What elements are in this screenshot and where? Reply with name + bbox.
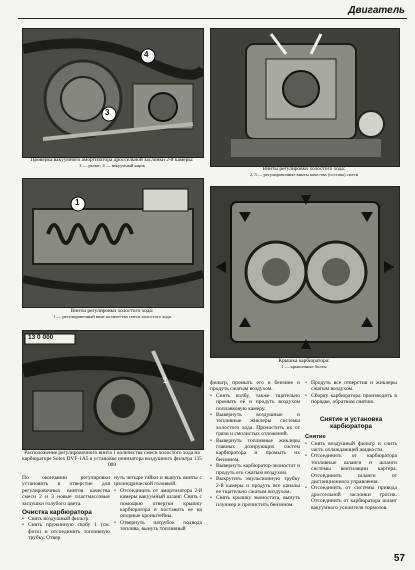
figure-photo-mixture-screw	[22, 178, 204, 308]
text-column-4	[305, 380, 397, 511]
caption-title: Винты регулировки холостого хода:	[262, 166, 346, 172]
running-header	[0, 0, 415, 22]
photo-label: 4	[144, 50, 149, 59]
caption-sub: 1 — регулировочный винт количества смеси холостого хода	[53, 314, 171, 320]
list-item: • Вывернуть топливные жиклеры главных дозирующих систем карбюратора и промыть их бензином.	[210, 438, 300, 464]
photo-label: 3	[105, 108, 110, 117]
list-item: • Снять воздушный фильтр и слить часть охлаждающей жидкости.	[305, 441, 397, 454]
paragraph: фильтр, промыть его в бензине и продуть сжатым воздухом.	[210, 380, 300, 393]
list-item: • Снять колбу, также тщательно промыть её и продуть воздухом поплавковую камеру.	[210, 393, 300, 412]
paragraph: По окончании регулировки установить в отверстие для регулировочных винтов качества смеси 2 и 3 новые пластмассовые заглушки голубого цвета.	[22, 475, 110, 507]
caption-sub: 1 — крышечные болты	[281, 364, 327, 370]
caption-title: Проверка вакуумного амортизатора дроссельной заслонки 2-й камеры:	[30, 157, 194, 163]
section-title: Двигатель	[348, 5, 405, 16]
text-column-1	[22, 475, 110, 542]
photo-label: 1	[75, 198, 80, 207]
list-item: • Отсоединить от карбюратора топливные шланги и шланги системы вентиляции картера. Отсоединить шланги от дистанционного управления.	[305, 453, 397, 485]
photo-carb-cover-svg	[211, 187, 399, 357]
list-item: • Выкрутить эмульсионную трубку 2-й камеры и продуть все каналы ее тщательно сжатым воздухом.	[210, 476, 300, 495]
figure-photo-engine-bay	[22, 330, 204, 450]
photo-engine-bay-svg	[23, 331, 203, 449]
figure-caption	[22, 157, 202, 169]
list-item: • Продуть все отверстия и жиклеры сжатым воздухом.	[305, 380, 397, 393]
photo-mixture-screw-svg	[23, 179, 203, 307]
list-item: • Снять воздушный фильтр.	[22, 516, 110, 522]
list-item: • Вывернуть воздушные и топливные жиклеры системы холостого хода. Прочистить их от грязи и смолистых отложений.	[210, 412, 300, 438]
paragraph: нуть четыре гайки и вынуть винты с цилиндрической головкой.	[114, 475, 202, 488]
photo-vacuum-damper-svg	[23, 29, 203, 157]
bullet-list	[305, 380, 397, 406]
header-rule	[18, 18, 407, 19]
figure-caption	[22, 308, 202, 320]
text-column-2	[114, 475, 202, 533]
figure-photo-idle-screws	[210, 28, 400, 167]
figure-caption	[210, 358, 398, 370]
caption-sub: 2, 3 — регулировочные винты качества (состава) смеси	[249, 172, 359, 178]
figure-caption: Расположение регулировочного винта 1 количества смеси холостого хода на карбюраторе Solex DVF-1A5 в установке ионизатора воздушного фильтра 135 000	[22, 450, 202, 469]
bullet-list	[114, 488, 202, 533]
text-column-3	[210, 380, 300, 508]
list-item: • Отсоединить от амортизатора 2-й камеры вакуумный шланг. Снять с помощью отвертки крышку карбюратора и поставить ее на опорные кронштейны.	[114, 488, 202, 520]
figure-caption	[210, 166, 398, 178]
caption-title: Крышка карбюратора:	[278, 358, 330, 364]
caption-title: Винты регулировки холостого хода:	[70, 308, 154, 314]
subsection-heading: Снятие	[305, 433, 326, 440]
list-item: • Вывернуть карбюратор-эконостат и продуть его сжатым воздухом.	[210, 463, 300, 476]
photo-idle-screws-svg	[211, 29, 399, 166]
list-item: • Сборку карбюратора производить в порядке, обратном снятию.	[305, 393, 397, 406]
list-item: • Снять пружинную скобу 1 (см. фото) и отсоединить топливную трубку. Отвер	[22, 522, 110, 541]
photo-label: 13 0 000	[28, 334, 54, 341]
page-number: 57	[393, 553, 405, 564]
section-heading: Очистка карбюратора	[22, 509, 92, 517]
figure-photo-carb-cover	[210, 186, 400, 358]
list-item: • Отвернуть патрубок подвода топлива, вынуть топливный	[114, 520, 202, 533]
photo-label: 1	[163, 376, 168, 385]
list-item: • Снять крышку эконостата, вынуть плунжер и прочистить бензином.	[210, 495, 300, 508]
bullet-list	[22, 516, 110, 542]
caption-sub: 3 — рычаг; 4 — вакуумный ящик	[79, 163, 145, 169]
section-heading: Снятие и установка карбюратора	[319, 415, 383, 430]
bullet-list	[305, 441, 397, 511]
figure-photo-vacuum-damper	[22, 28, 204, 158]
bullet-list	[210, 393, 300, 508]
list-item: • Отсоединить от системы привода дроссельной заслонки тросик. Отсоединить от карбюратора шланг вакуумного усилителя тормозов.	[305, 485, 397, 511]
